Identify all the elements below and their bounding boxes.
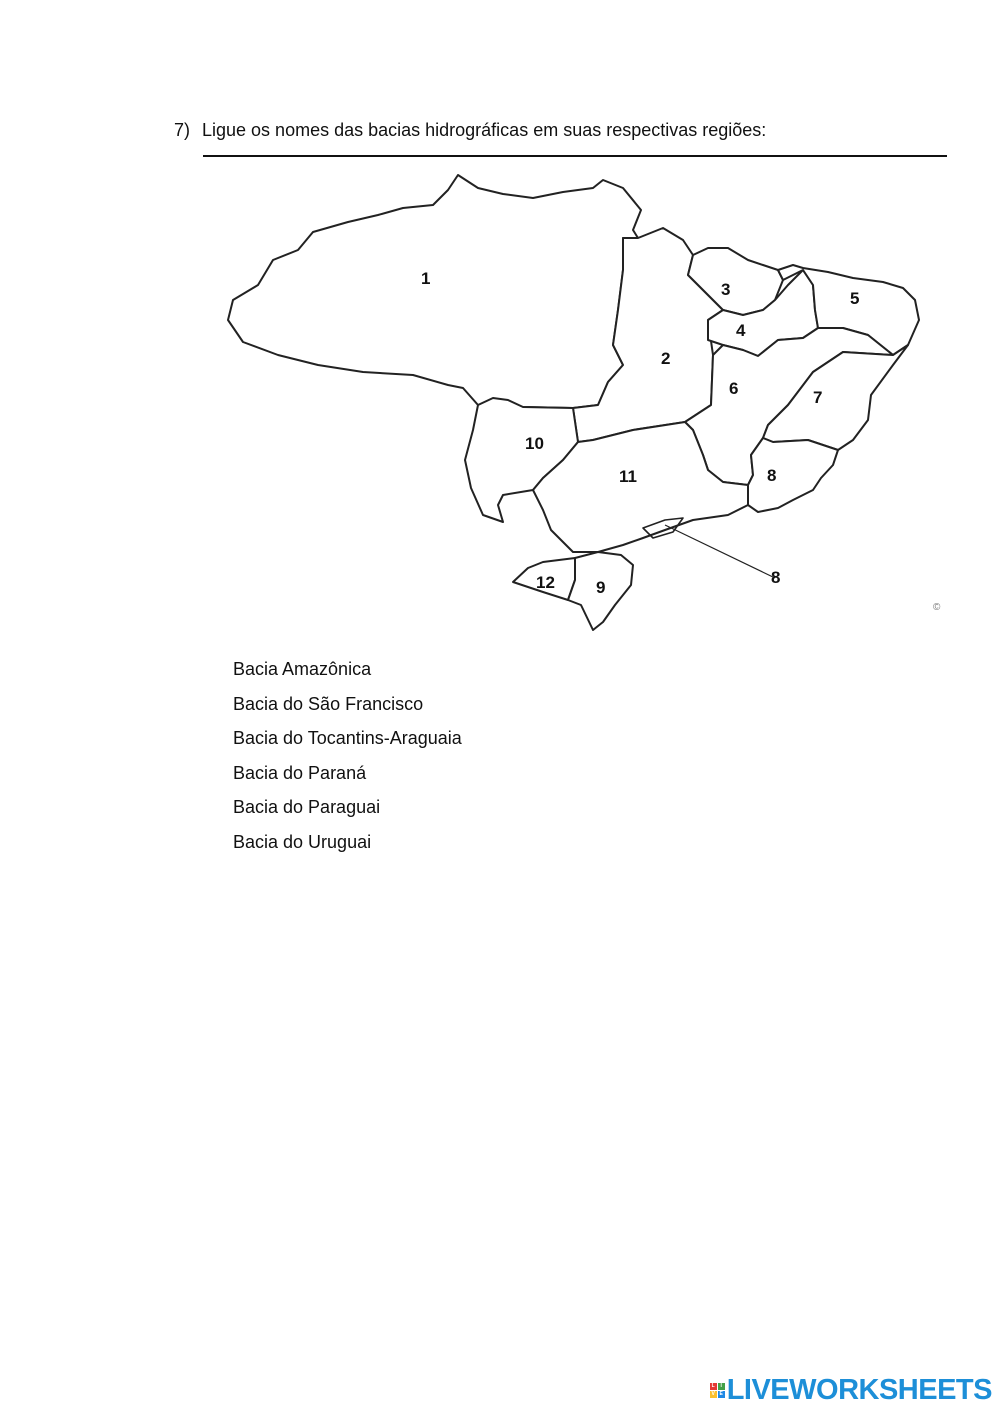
region-label-12: 12 xyxy=(536,573,555,592)
option-item: Bacia do Paraguai xyxy=(233,797,381,818)
region-label-3: 3 xyxy=(721,280,731,299)
liveworksheets-brand xyxy=(710,1374,992,1407)
map-svg xyxy=(203,160,949,645)
liveworksheets-logo-icon xyxy=(710,1383,725,1398)
region-label-1: 1 xyxy=(421,269,431,288)
option-item: Bacia do Tocantins-Araguaia xyxy=(233,728,462,749)
logo-square: L xyxy=(711,1383,715,1389)
question-text: Ligue os nomes das bacias hidrográficas em suas respectivas regiões: xyxy=(202,120,767,140)
region-label-10: 10 xyxy=(525,434,544,453)
brand-text: LIVEWORKSHEETS xyxy=(726,1374,992,1406)
logo-square: V xyxy=(711,1391,715,1397)
region-label-8: 8 xyxy=(767,466,777,485)
region-label-2: 2 xyxy=(661,349,671,368)
region-1-outline xyxy=(228,175,641,408)
question-7 xyxy=(174,120,766,141)
region-label-9: 9 xyxy=(596,578,606,597)
region-label-4: 4 xyxy=(736,321,746,340)
region-label-5: 5 xyxy=(850,289,860,308)
region-label-7: 7 xyxy=(813,388,823,407)
option-item: Bacia do Paraná xyxy=(233,762,367,783)
region-label-11: 11 xyxy=(619,467,637,486)
region-8-pointer-line xyxy=(665,525,775,578)
question-number: 7) xyxy=(174,120,191,140)
region-label-6: 6 xyxy=(729,379,739,398)
option-item: Bacia do São Francisco xyxy=(233,693,424,714)
divider-line xyxy=(203,155,947,157)
option-item: Bacia do Uruguai xyxy=(233,831,372,852)
map-watermark: © xyxy=(933,602,941,613)
brazil-basins-map xyxy=(203,160,949,645)
basin-options-list xyxy=(233,652,462,860)
logo-square: E xyxy=(719,1391,723,1397)
logo-square: I xyxy=(718,1383,725,1390)
option-item: Bacia Amazônica xyxy=(233,659,372,679)
region-label-8-pointer: 8 xyxy=(771,568,781,587)
region-8-outline xyxy=(748,438,838,512)
